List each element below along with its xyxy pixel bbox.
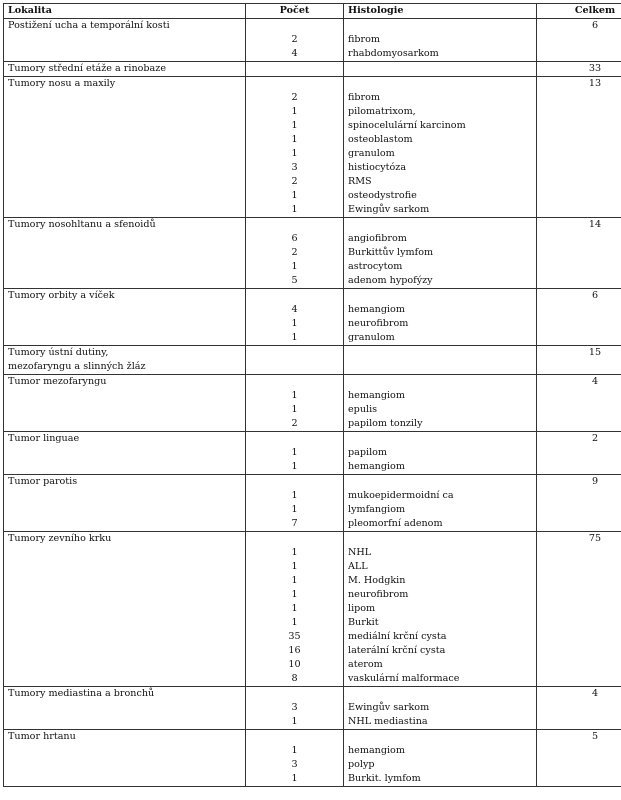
histologie-value: adenom hypofýzy [348,275,433,286]
pocet-value: 4 [291,304,298,315]
lokalita-cell [4,289,246,346]
histologie-value: histiocytóza [348,162,407,173]
pocet-cell [246,77,344,218]
pocet-value: 5 [291,275,298,286]
pocet-value: 1 [291,773,298,784]
pocet-value: 7 [291,518,298,529]
pocet-value: 10 [288,659,301,670]
histologie-value: granulom [348,332,395,343]
histologie-value: NHL [348,547,372,558]
celkem-value: 15 [588,347,602,358]
lokalita-label: Tumory zevního krku [8,533,112,544]
pocet-value: 4 [291,48,298,59]
pocet-value: 2 [291,418,298,429]
lokalita-cell [4,432,246,475]
histologie-value: hemangiom [348,390,405,401]
pocet-value: 2 [291,92,298,103]
histologie-value: vaskulární malformace [348,673,460,684]
celkem-cell [537,730,621,787]
pocet-value: 1 [291,447,298,458]
pocet-cell [246,475,344,532]
table-header-row [4,4,621,19]
pocet-cell [246,730,344,787]
histologie-cell [344,532,537,687]
pocet-value: 2 [291,34,298,45]
histologie-cell [344,77,537,218]
pocet-value: 1 [291,490,298,501]
histologie-value: hemangiom [348,745,405,756]
histologie-value: lymfangiom [348,504,406,515]
histologie-value: osteoblastom [348,134,413,145]
histologie-value: mukoepidermoidní ca [348,490,454,501]
pocet-cell [246,19,344,62]
histologie-cell [344,375,537,432]
celkem-cell [537,77,621,218]
celkem-value: 6 [591,290,599,301]
table-row [4,432,621,475]
histologie-cell [344,19,537,62]
lokalita-label: Tumory orbity a víček [8,290,115,301]
histologie-cell [344,289,537,346]
lokalita-label: Tumor hrtanu [8,731,76,742]
pocet-value: 1 [291,120,298,131]
pocet-cell [246,346,344,375]
histologie-value: Burkit. lymfom [348,773,421,784]
histologie-value: RMS [348,176,372,187]
celkem-value: 9 [591,476,599,487]
celkem-value: 13 [588,78,602,89]
lokalita-cell [4,375,246,432]
lokalita-label: Tumory mediastina a bronchů [8,688,155,699]
pocet-value: 3 [291,759,298,770]
celkem-value: 75 [588,533,602,544]
histologie-value: fibrom [348,34,380,45]
pocet-cell [246,532,344,687]
histologie-value: neurofibrom [348,318,409,329]
pocet-value: 1 [291,404,298,415]
histologie-value: ALL [348,561,368,572]
lokalita-cell [4,218,246,289]
tumor-table [3,3,621,787]
celkem-cell [537,289,621,346]
celkem-cell [537,62,621,77]
histologie-value: aterom [348,659,383,670]
lokalita-cell [4,532,246,687]
pocet-cell [246,289,344,346]
celkem-cell [537,475,621,532]
histologie-cell [344,432,537,475]
pocet-value: 1 [291,106,298,117]
celkem-value: 33 [588,63,602,74]
histologie-value: hemangiom [348,304,405,315]
lokalita-label: Tumor linguae [8,433,80,444]
pocet-value: 6 [291,233,298,244]
table-row [4,77,621,218]
pocet-cell [246,62,344,77]
histologie-value: angiofibrom [348,233,407,244]
lokalita-cell [4,19,246,62]
lokalita-cell [4,730,246,787]
histologie-value: astrocytom [348,261,403,272]
pocet-value: 1 [291,318,298,329]
histologie-value: papilom [348,447,388,458]
histologie-cell [344,475,537,532]
lokalita-label: Postižení ucha a temporální kosti [8,20,170,31]
lokalita-cell [4,475,246,532]
histologie-cell [344,62,537,77]
celkem-cell [537,19,621,62]
histologie-value: epulis [348,404,378,415]
table-row [4,346,621,375]
celkem-value: 6 [591,20,599,31]
pocet-cell [246,375,344,432]
pocet-value: 3 [291,162,298,173]
histologie-value: hemangiom [348,461,405,472]
histologie-cell [344,687,537,730]
lokalita-label: Tumor parotis [8,476,78,487]
histologie-value: rhabdomyosarkom [348,48,439,59]
pocet-value: 8 [291,673,298,684]
lokalita-cell [4,687,246,730]
header-histologie: Histologie [344,4,537,19]
table-row [4,19,621,62]
histologie-value: Ewingův sarkom [348,204,430,215]
pocet-value: 1 [291,190,298,201]
pocet-cell [246,218,344,289]
table-row [4,218,621,289]
celkem-cell [537,687,621,730]
pocet-value: 1 [291,575,298,586]
celkem-cell [537,432,621,475]
lokalita-cell [4,77,246,218]
histologie-value: Burkit [348,617,379,628]
table-row [4,475,621,532]
header-pocet: Počet [246,4,344,19]
pocet-value: 1 [291,390,298,401]
celkem-value: 4 [591,376,599,387]
histologie-value: laterální krční cysta [348,645,446,656]
lokalita-cell [4,346,246,375]
pocet-value: 1 [291,134,298,145]
pocet-value: 1 [291,204,298,215]
lokalita-label: Tumory střední etáže a rinobaze [8,63,166,74]
table-row [4,375,621,432]
celkem-cell [537,375,621,432]
celkem-cell [537,218,621,289]
pocet-value: 3 [291,702,298,713]
pocet-value: 1 [291,504,298,515]
histologie-value: Ewingův sarkom [348,702,430,713]
pocet-value: 16 [288,645,301,656]
table-row [4,62,621,77]
lokalita-label: Tumory nosu a maxily [8,78,116,89]
histologie-value: M. Hodgkin [348,575,406,586]
pocet-cell [246,432,344,475]
histologie-value: lipom [348,603,376,614]
histologie-value: papilom tonzily [348,418,423,429]
pocet-value: 1 [291,461,298,472]
histologie-value: neurofibrom [348,589,409,600]
pocet-value: 1 [291,716,298,727]
pocet-value: 1 [291,745,298,756]
pocet-value: 1 [291,603,298,614]
pocet-value: 35 [288,631,301,642]
table-row [4,532,621,687]
histologie-value: pleomorfní adenom [348,518,443,529]
histologie-cell [344,730,537,787]
pocet-cell [246,687,344,730]
table-row [4,289,621,346]
histologie-value: polyp [348,759,375,770]
lokalita-label: Tumory ústní dutiny, [8,347,109,358]
pocet-value: 1 [291,148,298,159]
celkem-value: 14 [588,219,602,230]
header-celkem: Celkem [537,4,621,19]
celkem-value: 5 [591,731,599,742]
lokalita-label: Tumory nosohltanu a sfenoidů [8,219,156,230]
celkem-cell [537,532,621,687]
histologie-value: fibrom [348,92,380,103]
pocet-value: 1 [291,261,298,272]
pocet-value: 1 [291,617,298,628]
pocet-value: 1 [291,561,298,572]
pocet-value: 2 [291,176,298,187]
celkem-value: 4 [591,688,599,699]
histologie-value: mediální krční cysta [348,631,447,642]
histologie-value: osteodystrofie [348,190,417,201]
pocet-value: 1 [291,332,298,343]
pocet-value: 1 [291,589,298,600]
pocet-value: 2 [291,247,298,258]
table-row [4,730,621,787]
histologie-value: granulom [348,148,395,159]
histologie-cell [344,346,537,375]
histologie-value: Burkittův lymfom [348,247,434,258]
celkem-cell [537,346,621,375]
histologie-value: pilomatrixom, [348,106,416,117]
histologie-value: NHL mediastina [348,716,428,727]
celkem-value: 2 [591,433,599,444]
histologie-value: spinocelulární karcinom [348,120,466,131]
histologie-cell [344,218,537,289]
lokalita-cell [4,62,246,77]
table-body [4,19,621,787]
table-row [4,687,621,730]
pocet-value: 1 [291,547,298,558]
lokalita-label: Tumor mezofaryngu [8,376,107,387]
lokalita-label: mezofaryngu a slinných žláz [8,361,146,372]
header-lokalita: Lokalita [4,4,246,19]
